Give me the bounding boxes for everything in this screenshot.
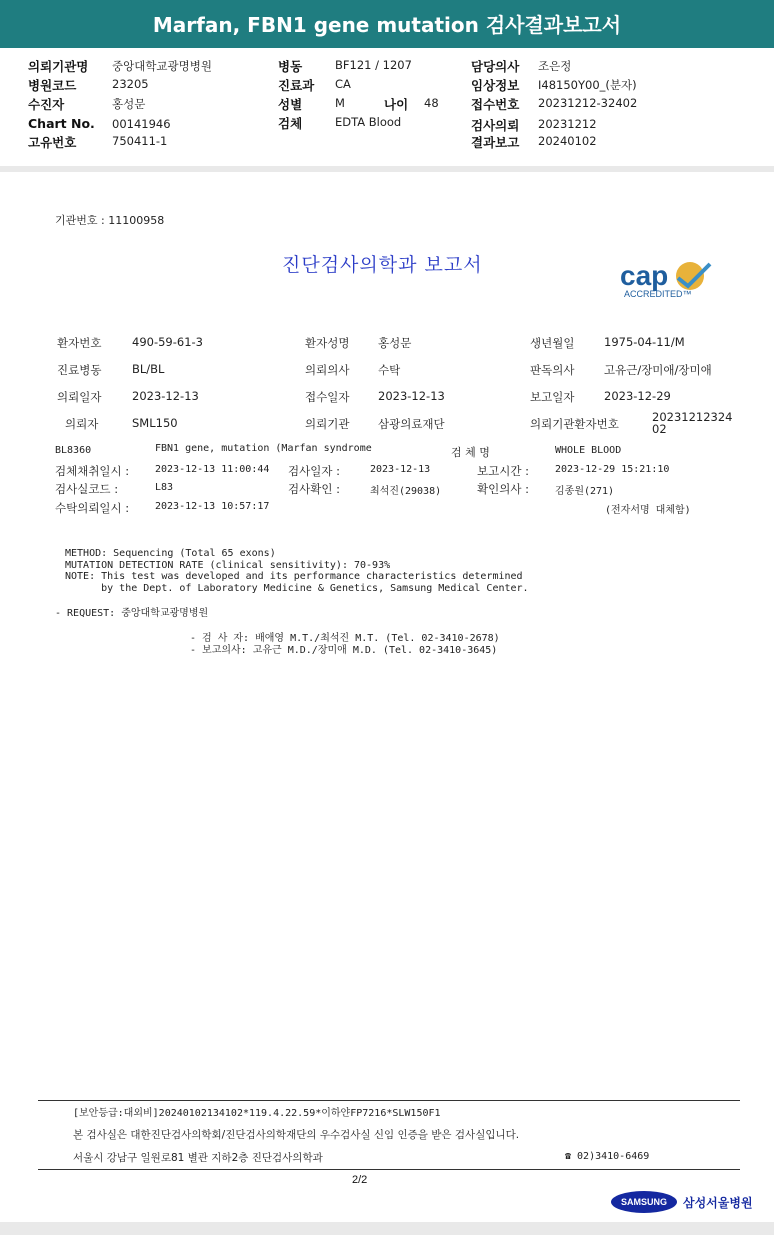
header-label: 진료과 [278,78,315,93]
patient-field-value: 2023-12-13 [378,389,445,403]
report-page [0,172,774,1222]
patient-field-label: 진료병동 [57,363,102,377]
institution-number: 기관번호 : 11100958 [55,214,165,227]
header-label: 담당의사 [471,59,520,74]
header-label: 나이 [384,97,409,112]
page-number: 2/2 [352,1174,368,1186]
patient-field-label: 의뢰기관 [305,417,350,431]
hospital-name: 삼성서울병원 [683,1196,753,1210]
specimen-value: WHOLE BLOOD [555,445,622,456]
patient-field-label: 판독의사 [530,363,575,377]
method-line: NOTE: This test was developed and its performance characteristics determined [65,571,523,582]
patient-field-value: 수탁 [378,363,401,377]
detail-value: (전자서명 대체함) [605,505,691,516]
patient-field-label: 의뢰기관환자번호 [530,417,619,431]
header-label: 접수번호 [471,97,520,112]
footer-bottom-rule [38,1169,740,1170]
method-line: MUTATION DETECTION RATE (clinical sensitivity): 70-93% [65,559,391,571]
detail-label: 확인의사 : [477,482,529,496]
patient-field-value: 2023-12-13 [132,389,199,403]
detail-label: 검사일자 : [288,464,340,478]
header-label: 수진자 [28,97,65,112]
patient-field-label: 생년월일 [530,336,575,350]
method-line: METHOD: Sequencing (Total 65 exons) [65,548,276,559]
detail-value: 최석진(29038) [370,486,442,497]
header-label: Chart No. [28,116,95,131]
cap-accredited-text: ACCREDITED™ [624,289,692,299]
detail-value: L83 [155,482,174,493]
detail-label: 검체채취일시 : [55,464,130,478]
patient-field-value: 고유근/장미애/장미애 [604,363,712,377]
patient-field-value: 1975-04-11/M [604,335,685,349]
certification-text: 본 검사실은 대한진단검사의학회/진단검사의학재단의 우수검사실 신임 인증을 받은 검사실입니다. [73,1129,520,1141]
header-label: 병원코드 [28,78,77,93]
test-code: BL8360 [55,445,92,456]
header-label: 검체 [278,116,303,131]
header-value: M [335,96,345,110]
patient-field-value: 2023121232402 [652,410,733,436]
patient-field-label: 보고일자 [530,390,575,404]
header-value: 23205 [112,77,149,91]
detail-value: 2023-12-13 [370,464,431,475]
detail-label: 보고시간 : [477,464,529,478]
report-title-bar [0,0,774,48]
header-label: 병동 [278,59,303,74]
patient-field-value: 2023-12-29 [604,389,671,403]
header-value: EDTA Blood [335,115,402,129]
detail-value: 2023-12-29 15:21:10 [555,464,670,475]
request-line: - REQUEST: 중앙대학교광명병원 [55,608,209,619]
cap-accredited-logo [618,256,718,304]
patient-field-value: 홍성문 [378,336,412,350]
header-label: 의뢰기관명 [28,59,89,74]
header-label: 임상정보 [471,78,520,93]
patient-field-label: 의뢰자 [65,417,99,431]
header-label: 결과보고 [471,135,520,150]
detail-value: 2023-12-13 11:00:44 [155,464,270,475]
header-value: 홍성문 [112,97,146,111]
test-name: FBN1 gene, mutation (Marfan syndrome [155,443,372,454]
header-value: 20240102 [538,134,597,148]
staff-line: - 보고의사: 고유근 M.D./장미애 M.D. (Tel. 02-3410-3645) [190,645,498,656]
patient-field-value: 삼광의료재단 [378,417,445,431]
header-value: 00141946 [112,117,171,131]
patient-field-value: SML150 [132,416,178,430]
samsung-logo [611,1191,677,1213]
detail-value: 2023-12-13 10:57:17 [155,501,270,512]
lab-address: 서울시 강남구 일원로81 별관 지하2층 진단검사의학과 [73,1152,323,1164]
patient-field-value: BL/BL [132,362,165,376]
detail-label: 검사확인 : [288,482,340,496]
method-line: by the Dept. of Laboratory Medicine & Genetics, Samsung Medical Center. [65,582,529,594]
patient-field-label: 의뢰일자 [57,390,102,404]
header-value: 48 [424,96,439,110]
patient-field-label: 접수일자 [305,390,350,404]
header-value: 20231212-32402 [538,96,638,110]
header-value: 750411-1 [112,134,168,148]
detail-label: 검사실코드 : [55,482,119,496]
samsung-logo-text: SAMSUNG [620,1197,667,1207]
header-value: CA [335,77,351,91]
detail-label: 수탁의뢰일시 : [55,501,130,515]
detail-value: 김종원(271) [555,486,615,497]
report-title: Marfan, FBN1 gene mutation 검사결과보고서 [152,13,622,37]
header-label: 고유번호 [28,135,77,150]
patient-field-value: 490-59-61-3 [132,335,203,349]
patient-field-label: 의뢰의사 [305,363,350,377]
security-line: [보안등급:대외비]20240102134102*119.4.22.59*이하얀FP7216*SLW150F1 [73,1108,441,1119]
header-value: 중앙대학교광명병원 [112,59,212,73]
header-value: 20231212 [538,117,597,131]
cap-logo-text: cap [620,260,669,291]
header-label: 검사의뢰 [471,118,520,133]
staff-line: - 검 사 자: 배애영 M.T./최석진 M.T. (Tel. 02-3410-2678) [190,633,500,644]
footer-top-rule [38,1100,740,1101]
patient-field-label: 환자번호 [57,336,102,350]
header-info-panel [0,48,774,166]
lab-phone: ☎ 02)3410-6469 [565,1151,650,1162]
specimen-label: 검 체 명 [451,446,490,459]
patient-field-label: 환자성명 [305,336,350,350]
header-value: 조은정 [538,59,572,73]
header-value: I48150Y00_(분자) [538,78,637,92]
header-label: 성별 [278,97,303,112]
document-title: 진단검사의학과 보고서 [282,254,483,276]
header-value: BF121 / 1207 [335,58,412,72]
